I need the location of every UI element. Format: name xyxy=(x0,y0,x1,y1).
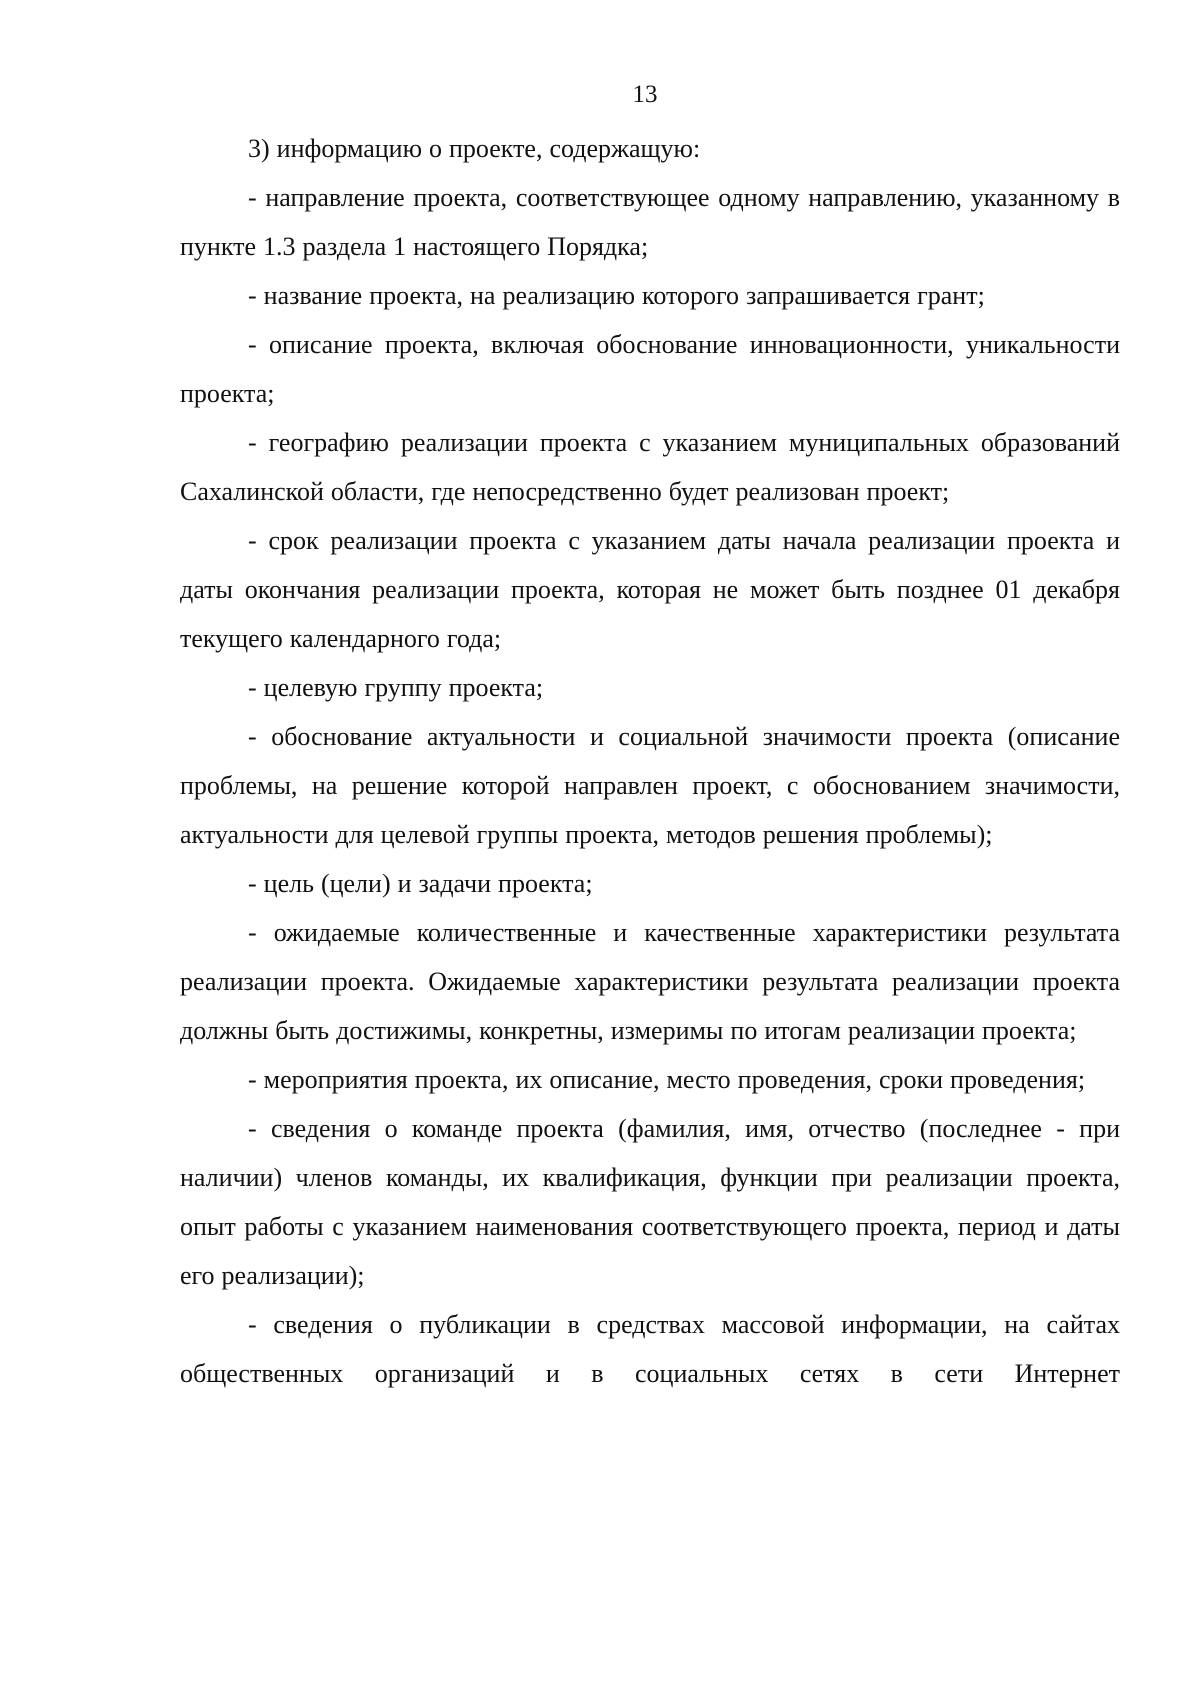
paragraph-target-group: - целевую группу проекта; xyxy=(248,673,544,702)
paragraph-project-geography: - географию реализации проекта с указанием муниципальных образований Сахалинской области, где непосредственно будет реализован проект; xyxy=(180,428,1120,506)
paragraph-activities: - мероприятия проекта, их описание, место проведения, сроки проведения; xyxy=(248,1065,1086,1094)
paragraph-project-description: - описание проекта, включая обоснование инновационности, уникальности проекта; xyxy=(180,330,1120,408)
page-number: 13 xyxy=(632,81,658,108)
paragraph-publications: - сведения о публикации в средствах массовой информации, на сайтах общественных организаций и в социальных сетях в сети Интернет xyxy=(180,1310,1120,1388)
paragraph-team: - сведения о команде проекта (фамилия, имя, отчество (последнее - при наличии) членов команды, их квалификация, функции при реализации проекта, опыт работы с указанием наименования соответствующего проекта, период и даты его реализации); xyxy=(180,1114,1120,1290)
paragraph-project-term: - срок реализации проекта с указанием даты начала реализации проекта и даты окончания реализации проекта, которая не может быть позднее 01 декабря текущего календарного года; xyxy=(180,526,1120,653)
paragraph-expected-results: - ожидаемые количественные и качественные характеристики результата реализации проекта. Ожидаемые характеристики результата реализации проекта должны быть достижимы, конкретны, измеримы по итогам реализации проекта; xyxy=(180,918,1120,1045)
paragraph-relevance: - обоснование актуальности и социальной значимости проекта (описание проблемы, на решение которой направлен проект, с обоснованием значимости, актуальности для целевой группы проекта, методов решения проблемы); xyxy=(180,722,1120,849)
document-body xyxy=(180,124,1120,1398)
paragraph-project-info: 3) информацию о проекте, содержащую: xyxy=(248,134,701,163)
paragraph-project-direction: - направление проекта, соответствующее одному направлению, указанному в пункте 1.3 раздела 1 настоящего Порядка; xyxy=(180,183,1120,261)
paragraph-project-name: - название проекта, на реализацию которого запрашивается грант; xyxy=(248,281,985,310)
paragraph-goals: - цель (цели) и задачи проекта; xyxy=(248,869,593,898)
